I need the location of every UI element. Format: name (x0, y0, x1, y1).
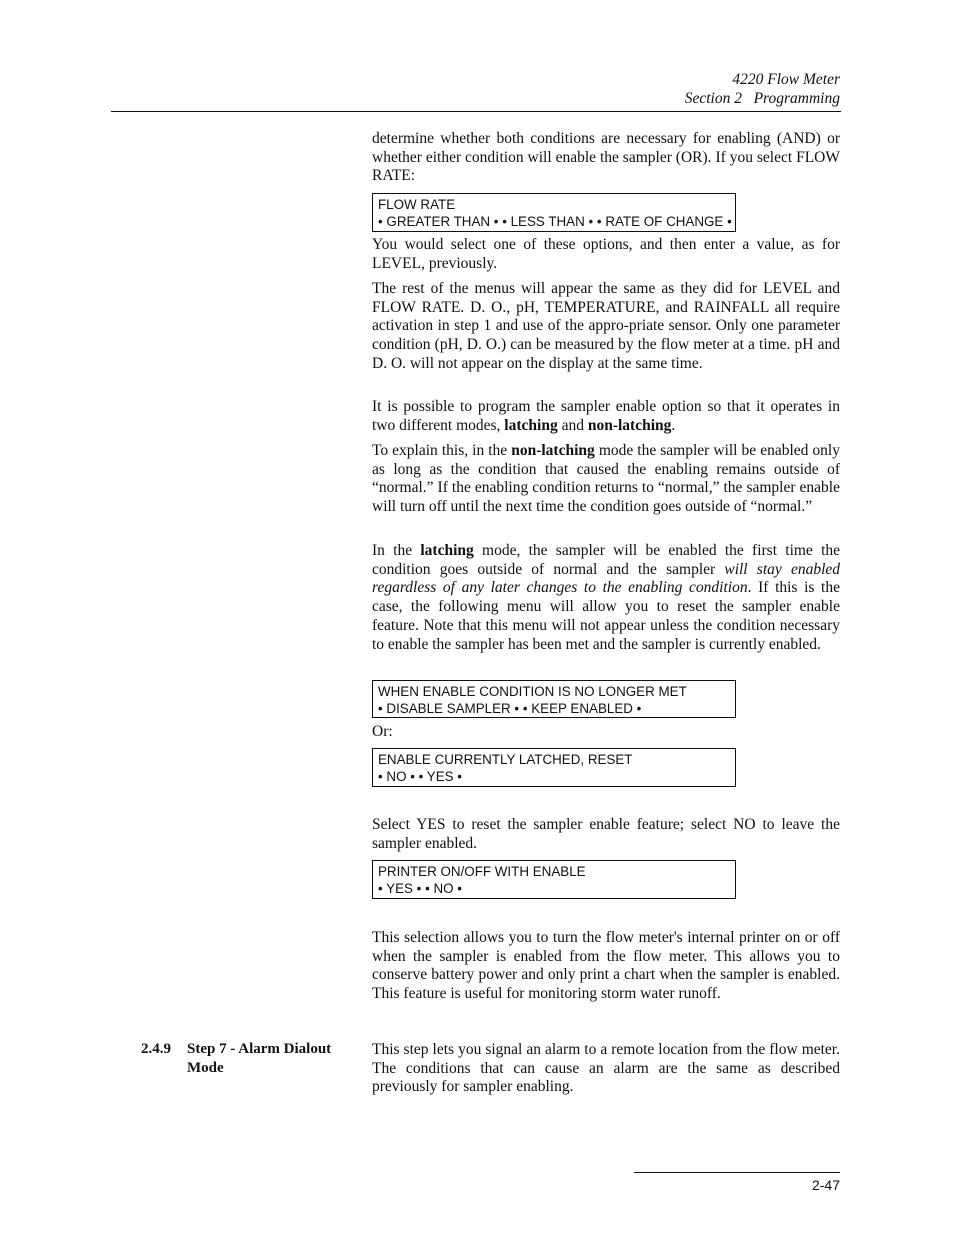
section-title: Step 7 - Alarm Dialout Mode (187, 1041, 332, 1076)
italic-emphasis: will stay enabled regardless of any later changes to the enabling condition (372, 560, 841, 597)
menu-box-enable-condition (372, 680, 736, 718)
paragraph-text: Select YES to reset the sampler enable feature; select NO to leave the sampler enabled. (372, 816, 840, 852)
footer-rule (634, 1172, 840, 1173)
paragraph-text (372, 398, 840, 435)
paragraph-text: You would select one of these options, and then enter a value, as for LEVEL, previously. (372, 236, 840, 272)
bold-term-latching: latching (420, 542, 474, 559)
text-run: and (557, 416, 588, 434)
paragraph-printer (372, 929, 840, 1004)
paragraph-text: Or: (372, 723, 393, 740)
paragraph-text: The rest of the menus will appear the same as they did for LEVEL and FLOW RATE. D. O., pH, TEMPERATURE, and RAINFALL all require activation in step 1 and use of the appro-priate sensor. Only one parameter condition (pH, D. O.) can be measured by the flow meter at a time. pH and D. O. will not appear on the display at the same time. (372, 280, 840, 372)
section-number: 2.4.9 (141, 1041, 171, 1057)
header-section: Section 2 Programming (684, 90, 840, 107)
text-run: mode the sampler will be enabled only as long as the condition that caused the enabling remains outside of “normal.” If the enabling condition returns to “normal,” the sampler enable will turn off until the next time the condition goes outside of “normal.” (372, 442, 840, 516)
paragraph-conditions (372, 130, 840, 186)
paragraph-rest-of-menus (372, 280, 840, 374)
bold-term-non-latching: non-latching (511, 442, 595, 459)
paragraph-latching (372, 542, 840, 654)
text-run: It is possible to program the sampler enable option so that it operates in two different modes, (372, 398, 840, 434)
paragraph-text: This step lets you signal an alarm to a remote location from the flow meter. The conditions that can cause an alarm are the same as described previously for sampler enabling. (372, 1041, 840, 1096)
menu-box-printer (372, 860, 736, 899)
paragraph-text (372, 442, 840, 517)
menu-options: • NO • • YES • (378, 769, 462, 784)
menu-title: FLOW RATE (378, 197, 456, 212)
paragraph-text: determine whether both conditions are necessary for enabling (AND) or whether either condition will enable the sampler (OR). If you select FLOW RATE: (372, 130, 840, 185)
text-run: . If this is the case, the following menu will allow you to reset the sampler enable feature. Note that this menu will not appear unless the condition necessary to enable the sampler has been met and the sampler is currently enabled. (372, 579, 840, 653)
paragraph-text: This selection allows you to turn the flow meter's internal printer on or off when the sampler is enabled from the flow meter. This allows you to conserve battery power and only print a chart when the sampler is enabled. This feature is useful for monitoring storm water runoff. (372, 929, 840, 1003)
text-run: In the (372, 542, 421, 559)
bold-term-latching: latching (504, 416, 558, 434)
menu-box-flow-rate (372, 193, 736, 232)
menu-title: PRINTER ON/OFF WITH ENABLE (378, 864, 586, 879)
header-manual-title: 4220 Flow Meter (732, 71, 840, 88)
menu-box-latched-reset (372, 748, 736, 787)
paragraph-select-option (372, 236, 840, 273)
paragraph-non-latching (372, 442, 840, 517)
paragraph-or (372, 723, 840, 742)
header-rule (111, 111, 841, 112)
menu-options: • GREATER THAN • • LESS THAN • • RATE OF CHANGE • (378, 214, 732, 229)
page-number: 2-47 (811, 1177, 840, 1193)
menu-title: ENABLE CURRENTLY LATCHED, RESET (378, 752, 633, 767)
running-header (685, 70, 840, 108)
paragraph-alarm-dialout (372, 1041, 840, 1097)
paragraph-text (372, 542, 840, 654)
text-run: mode, the sampler will be enabled the first time the condition goes outside of normal and the sampler (372, 542, 840, 578)
menu-options: • YES • • NO • (378, 881, 462, 896)
paragraph-select-yes (372, 816, 840, 853)
paragraph-modes (372, 398, 840, 435)
menu-options: • DISABLE SAMPLER • • KEEP ENABLED • (378, 701, 642, 716)
text-run: To explain this, in the (372, 442, 512, 459)
bold-term-non-latching: non-latching (587, 416, 672, 434)
menu-title: WHEN ENABLE CONDITION IS NO LONGER MET (378, 684, 687, 699)
text-run: . (671, 416, 676, 434)
